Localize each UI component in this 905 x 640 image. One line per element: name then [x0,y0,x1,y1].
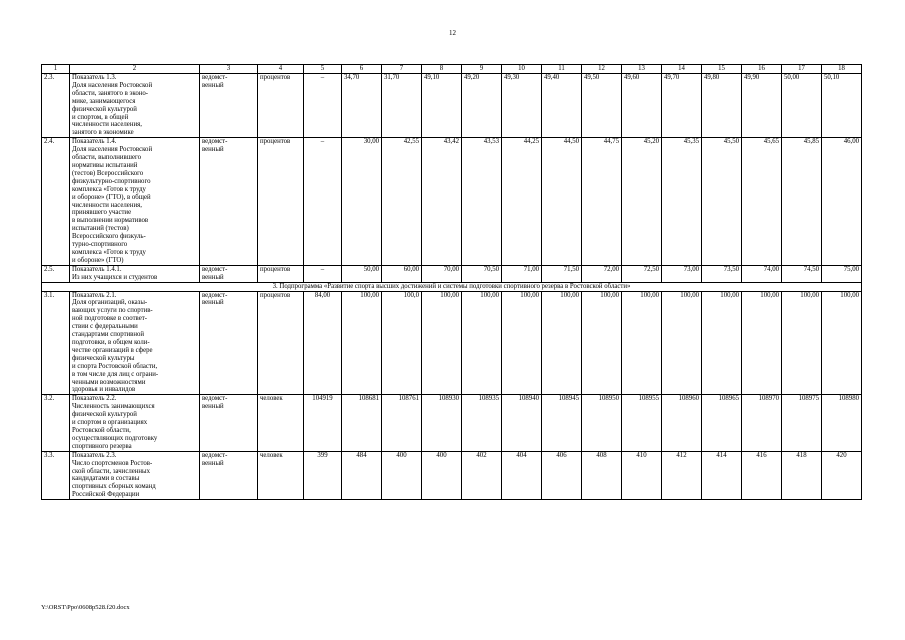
value-cell: 100,00 [422,291,462,395]
indicator-name-line: Российской Федерации [72,491,140,499]
value-cell: 49,80 [702,74,742,138]
value-cell: 72,50 [622,265,662,282]
indicator-name [70,291,200,395]
indicator-name-line: и спорта Ростовской области, [72,362,158,370]
indicator-name-line: Доля населения Ростовской [72,146,153,154]
value-cell: 44,50 [542,138,582,266]
indicator-name-line: Показатель 2.2. [72,395,117,403]
indicator-name-line: ствии с федеральными [72,323,138,331]
data-source-line: венный [202,146,224,154]
header-cell: 8 [422,65,462,74]
indicator-name-line: Ростовской области, [72,426,131,434]
value-cell: – [304,138,342,266]
indicators-table [41,64,862,500]
table-row [42,451,862,499]
data-source [200,291,258,395]
value-cell: 108955 [622,395,662,451]
value-cell: 71,50 [542,265,582,282]
value-cell: 108960 [662,395,702,451]
data-source-line: ведомст- [202,451,228,459]
row-number: 2.5. [42,265,70,282]
indicator-name-line: ной подготовке в соответ- [72,315,147,323]
header-cell: 9 [462,65,502,74]
data-source [200,138,258,266]
data-source-line: ведомст- [202,138,228,146]
header-cell: 11 [542,65,582,74]
value-cell: 49,70 [662,74,702,138]
indicator-name-line: Доля организаций, оказы- [72,299,148,307]
indicator-name-line: и обороне» (ГТО), в общей [72,193,151,201]
table-row [42,138,862,266]
indicator-name-line: физкультурно-спортивного [72,177,151,185]
value-cell: 410 [622,451,662,499]
indicator-name-line: Из них учащихся и студентов [72,273,158,281]
value-cell: 45,20 [622,138,662,266]
value-cell: 43,42 [422,138,462,266]
indicator-name-line: области, занятого в эконо- [72,89,149,97]
header-cell: 12 [582,65,622,74]
value-cell: 402 [462,451,502,499]
value-cell: 75,00 [822,265,862,282]
unit: процентов [258,265,304,282]
data-source-line: венный [202,403,224,411]
value-cell: 73,00 [662,265,702,282]
indicator-name-line: кандидатами в составы [72,475,140,483]
data-source [200,451,258,499]
value-cell: 100,00 [582,291,622,395]
indicator-name-line: и обороне» (ГТО) [72,256,124,264]
header-cell: 2 [70,65,200,74]
value-cell: 60,00 [382,265,422,282]
value-cell: 400 [382,451,422,499]
indicator-name-line: в том числе для лиц с ограни- [72,370,159,378]
value-cell: 484 [342,451,382,499]
row-number: 3.3. [42,451,70,499]
value-cell: 100,00 [462,291,502,395]
header-cell: 10 [502,65,542,74]
subprogram-row [42,282,862,291]
indicator-name-line: и спортом в организациях [72,419,148,427]
value-cell: 84,00 [304,291,342,395]
row-number: 2.3. [42,74,70,138]
row-number: 3.1. [42,291,70,395]
value-cell: 100,00 [542,291,582,395]
indicator-name [70,451,200,499]
indicator-name-line: Показатель 1.4.1. [72,265,122,273]
value-cell: 49,90 [742,74,782,138]
indicator-name [70,265,200,282]
value-cell: 45,65 [742,138,782,266]
value-cell: 404 [502,451,542,499]
indicator-name-line: физической культурой [72,105,137,113]
value-cell: 414 [702,451,742,499]
data-source [200,74,258,138]
value-cell: 73,50 [702,265,742,282]
page-number: 12 [449,29,456,37]
data-source-line: венный [202,273,224,281]
indicator-name-line: комплекса «Готов к труду [72,185,146,193]
header-cell: 18 [822,65,862,74]
indicator-name-line: Показатель 1.4. [72,138,117,146]
header-cell: 14 [662,65,702,74]
row-number: 3.2. [42,395,70,451]
table-row [42,74,862,138]
value-cell: 108681 [342,395,382,451]
unit: процентов [258,291,304,395]
value-cell: 50,00 [342,265,382,282]
indicator-name-line: в выполнении нормативов [72,217,149,225]
value-cell: 420 [822,451,862,499]
indicator-name-line: честве организаций в сфере [72,346,153,354]
table-row [42,265,862,282]
value-cell: 104919 [304,395,342,451]
value-cell: 74,00 [742,265,782,282]
value-cell: 108945 [542,395,582,451]
indicator-name-line: спортивного резерва [72,442,132,450]
value-cell: 100,00 [702,291,742,395]
value-cell: 49,40 [542,74,582,138]
value-cell: 416 [742,451,782,499]
value-cell: 50,10 [822,74,862,138]
value-cell: 412 [662,451,702,499]
indicator-name-line: турно-спортивного [72,241,128,249]
value-cell: 70,00 [422,265,462,282]
subprogram-title: 3. Подпрограмма «Развитие спорта высших достижений и системы подготовки спортивного резерва в Ростовской области» [42,282,862,291]
indicator-name-line: Показатель 2.1. [72,291,117,299]
value-cell: 74,50 [782,265,822,282]
header-cell: 3 [200,65,258,74]
header-row [42,65,862,74]
unit: человек [258,451,304,499]
value-cell: 34,70 [342,74,382,138]
header-cell: 5 [304,65,342,74]
value-cell: 100,00 [502,291,542,395]
indicator-name-line: занятого в экономике [72,129,134,137]
indicator-name-line: физической культуры [72,354,135,362]
value-cell: 49,30 [502,74,542,138]
indicator-name-line: численности населения, [72,201,142,209]
header-cell: 6 [342,65,382,74]
value-cell: 42,55 [382,138,422,266]
value-cell: 50,00 [782,74,822,138]
value-cell: 100,0 [382,291,422,395]
value-cell: 44,25 [502,138,542,266]
value-cell: 418 [782,451,822,499]
data-source [200,265,258,282]
value-cell: 406 [542,451,582,499]
indicator-name-line: вающих услуги по спортив- [72,307,153,315]
indicator-name [70,138,200,266]
row-number: 2.4. [42,138,70,266]
indicator-name [70,395,200,451]
header-cell: 17 [782,65,822,74]
indicator-name-line: и спортом, в общей [72,113,129,121]
file-path: Y:\ORST\Ppo\0608p528.f20.docx [41,604,130,611]
value-cell: 49,60 [622,74,662,138]
unit: процентов [258,138,304,266]
value-cell: 108970 [742,395,782,451]
indicator-name-line: стандартами спортивной [72,331,145,339]
indicator-name [70,74,200,138]
header-cell: 4 [258,65,304,74]
value-cell: 100,00 [782,291,822,395]
unit: процентов [258,74,304,138]
indicator-name-line: Доля населения Ростовской [72,81,153,89]
value-cell: 108940 [502,395,542,451]
data-source-line: ведомст- [202,265,228,273]
value-cell: 44,75 [582,138,622,266]
indicator-name-line: здоровья и инвалидов [72,386,136,394]
indicator-name-line: численности населения, [72,121,142,129]
value-cell: 49,50 [582,74,622,138]
value-cell: 108975 [782,395,822,451]
value-cell: – [304,74,342,138]
value-cell: 100,00 [822,291,862,395]
indicator-name-line: принявшего участие [72,209,132,217]
unit: человек [258,395,304,451]
value-cell: 71,00 [502,265,542,282]
value-cell: – [304,265,342,282]
value-cell: 100,00 [622,291,662,395]
header-cell: 7 [382,65,422,74]
value-cell: 49,20 [462,74,502,138]
indicator-name-line: Численность занимающихся [72,403,155,411]
indicator-name-line: ской области, зачисленных [72,467,150,475]
value-cell: 108980 [822,395,862,451]
data-source-line: венный [202,299,224,307]
data-source [200,395,258,451]
indicator-name-line: испытаний (тестов) [72,225,129,233]
value-cell: 46,00 [822,138,862,266]
table-row [42,291,862,395]
indicator-name-line: области, выполнившего [72,154,141,162]
value-cell: 43,53 [462,138,502,266]
table-row [42,395,862,451]
value-cell: 45,85 [782,138,822,266]
value-cell: 399 [304,451,342,499]
value-cell: 108935 [462,395,502,451]
value-cell: 100,00 [342,291,382,395]
value-cell: 400 [422,451,462,499]
value-cell: 108965 [702,395,742,451]
value-cell: 70,50 [462,265,502,282]
indicator-name-line: Число спортсменов Ростов- [72,459,153,467]
value-cell: 72,00 [582,265,622,282]
data-source-line: венный [202,459,224,467]
indicator-name-line: осуществляющих подготовку [72,434,158,442]
indicator-name-line: подготовки, в общем коли- [72,339,150,346]
data-source-line: ведомст- [202,395,228,403]
indicator-name-line: Всероссийского физкуль- [72,233,146,241]
value-cell: 108761 [382,395,422,451]
header-cell: 15 [702,65,742,74]
indicator-name-line: Показатель 1.3. [72,74,117,81]
indicator-name-line: (тестов) Всероссийского [72,169,144,177]
value-cell: 45,35 [662,138,702,266]
data-source-line: венный [202,81,224,89]
value-cell: 100,00 [742,291,782,395]
indicator-name-line: ченными возможностями [72,378,146,386]
value-cell: 49,10 [422,74,462,138]
data-source-line: ведомст- [202,74,228,81]
indicator-name-line: Показатель 2.3. [72,451,117,459]
indicator-name-line: физической культурой [72,411,137,419]
header-cell: 1 [42,65,70,74]
value-cell: 45,50 [702,138,742,266]
indicator-name-line: мике, занимающегося [72,97,136,105]
value-cell: 408 [582,451,622,499]
indicator-name-line: комплекса «Готов к труду [72,248,146,256]
header-cell: 13 [622,65,662,74]
indicator-name-line: спортивных сборных команд [72,483,156,491]
indicator-name-line: нормативы испытаний [72,161,138,169]
header-cell: 16 [742,65,782,74]
value-cell: 108930 [422,395,462,451]
value-cell: 31,70 [382,74,422,138]
data-source-line: ведомст- [202,291,228,299]
value-cell: 100,00 [662,291,702,395]
value-cell: 108950 [582,395,622,451]
value-cell: 30,00 [342,138,382,266]
